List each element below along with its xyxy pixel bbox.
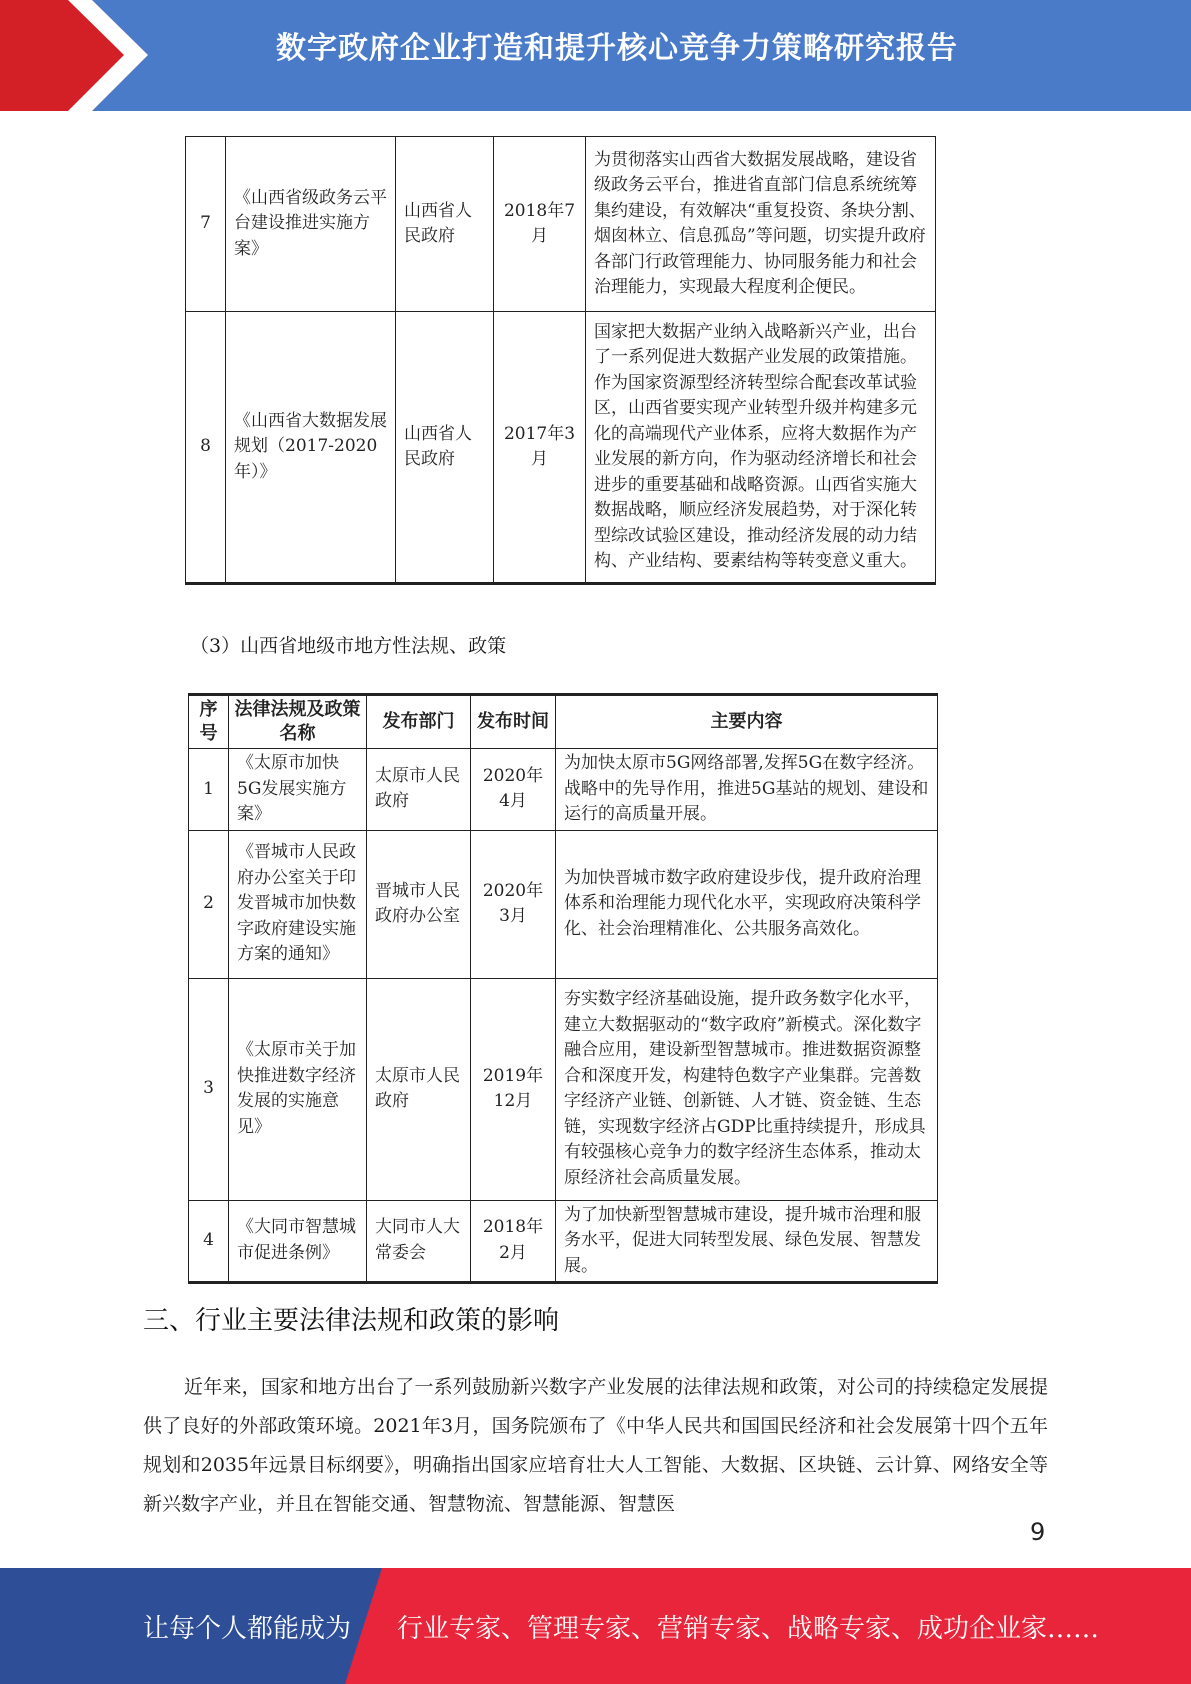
page-header (0, 0, 1191, 111)
issuing-department: 晋城市人民政府办公室 (367, 830, 471, 978)
footer-slogan-right: 行业专家、管理专家、营销专家、战略专家、成功企业家…… (397, 1614, 1100, 1644)
main-content: 为加快太原市5G网络部署,发挥5G在数字经济。战略中的先导作用，推进5G基站的规划、建设和运行的高质量开展。 (556, 749, 938, 831)
subsection-heading: （3）山西省地级市地方性法规、政策 (190, 635, 507, 657)
page-number: 9 (1030, 1518, 1046, 1546)
table-row (189, 830, 938, 978)
issuing-department: 山西省人民政府 (396, 312, 494, 584)
policy-table-province (185, 136, 936, 585)
section-heading: 三、行业主要法律法规和政策的影响 (143, 1306, 560, 1336)
policy-name: 《山西省大数据发展规划（2017-2020年）》 (226, 312, 396, 584)
policy-name: 《大同市智慧城市促进条例》 (229, 1200, 367, 1283)
body-paragraph: 近年来，国家和地方出台了一系列鼓励新兴数字产业发展的法律法规和政策，对公司的持续稳定发展提供了良好的外部政策环境。2021年3月，国务院颁布了《中华人民共和国国民经济和社会发展第十四个五年规划和2035年远景目标纲要》，明确指出国家应培育壮大人工智能、大数据、区块链、云计算、网络安全等新兴数字产业，并且在智能交通、智慧物流、智慧能源、智慧医 (143, 1376, 1048, 1515)
report-title: 数字政府企业打造和提升核心竞争力策略研究报告 (276, 31, 958, 66)
header-no: 序号 (189, 695, 229, 749)
main-content: 夯实数字经济基础设施，提升政务数字化水平，建立大数据驱动的“数字政府”新模式。深化数字融合应用，建设新型智慧城市。推进数据资源整合和深度开发，构建特色数字产业集群。完善数字经济产业链、创新链、人才链、资金链、生态链，实现数字经济占GDP比重持续提升，形成具有较强核心竞争力的数字经济生态体系，推动太原经济社会高质量发展。 (556, 978, 938, 1200)
table-row (189, 978, 938, 1200)
main-content: 为贯彻落实山西省大数据发展战略，建设省级政务云平台，推进省直部门信息系统统筹集约建设，有效解决“重复投资、条块分割、烟囱林立、信息孤岛”等问题，切实提升政府各部门行政管理能力、协同服务能力和社会治理能力，实现最大程度利企便民。 (586, 137, 936, 312)
issuing-department: 太原市人民政府 (367, 978, 471, 1200)
table-row (186, 137, 936, 312)
main-content: 国家把大数据产业纳入战略新兴产业，出台了一系列促进大数据产业发展的政策措施。作为国家资源型经济转型综合配套改革试验区，山西省要实现产业转型升级并构建多元化的高端现代产业体系，应将大数据作为产业发展的新方向，作为驱动经济增长和社会进步的重要基础和战略资源。山西省实施大数据战略，顺应经济发展趋势，对于深化转型综改试验区建设，推动经济发展的动力结构、产业结构、要素结构等转变意义重大。 (586, 312, 936, 584)
policy-name: 《山西省级政务云平台建设推进实施方案》 (226, 137, 396, 312)
policy-name: 《太原市关于加快推进数字经济发展的实施意见》 (229, 978, 367, 1200)
issue-date: 2020年3月 (471, 830, 556, 978)
issue-date: 2020年4月 (471, 749, 556, 831)
issue-date: 2019年12月 (471, 978, 556, 1200)
header-name: 法律法规及政策名称 (229, 695, 367, 749)
table-row (186, 312, 936, 584)
row-number: 7 (186, 137, 226, 312)
main-content: 为了加快新型智慧城市建设，提升城市治理和服务水平，促进大同转型发展、绿色发展、智慧发展。 (556, 1200, 938, 1283)
issuing-department: 太原市人民政府 (367, 749, 471, 831)
issuing-department: 山西省人民政府 (396, 137, 494, 312)
policy-name: 《太原市加快5G发展实施方案》 (229, 749, 367, 831)
row-number: 2 (189, 830, 229, 978)
issue-date: 2017年3月 (494, 312, 586, 584)
issue-date: 2018年7月 (494, 137, 586, 312)
footer-slogan-left: 让每个人都能成为 (143, 1614, 352, 1644)
issuing-department: 大同市人大常委会 (367, 1200, 471, 1283)
row-number: 4 (189, 1200, 229, 1283)
table-row (189, 749, 938, 831)
page-footer (0, 1568, 1191, 1684)
row-number: 8 (186, 312, 226, 584)
header-content: 主要内容 (556, 695, 938, 749)
row-number: 3 (189, 978, 229, 1200)
issue-date: 2018年2月 (471, 1200, 556, 1283)
table-header-row (189, 695, 938, 749)
policy-name: 《晋城市人民政府办公室关于印发晋城市加快数字政府建设实施方案的通知》 (229, 830, 367, 978)
main-content: 为加快晋城市数字政府建设步伐，提升政府治理体系和治理能力现代化水平，实现政府决策科学化、社会治理精准化、公共服务高效化。 (556, 830, 938, 978)
row-number: 1 (189, 749, 229, 831)
table-row (189, 1200, 938, 1283)
header-dept: 发布部门 (367, 695, 471, 749)
header-date: 发布时间 (471, 695, 556, 749)
policy-table-cities (188, 693, 938, 1284)
